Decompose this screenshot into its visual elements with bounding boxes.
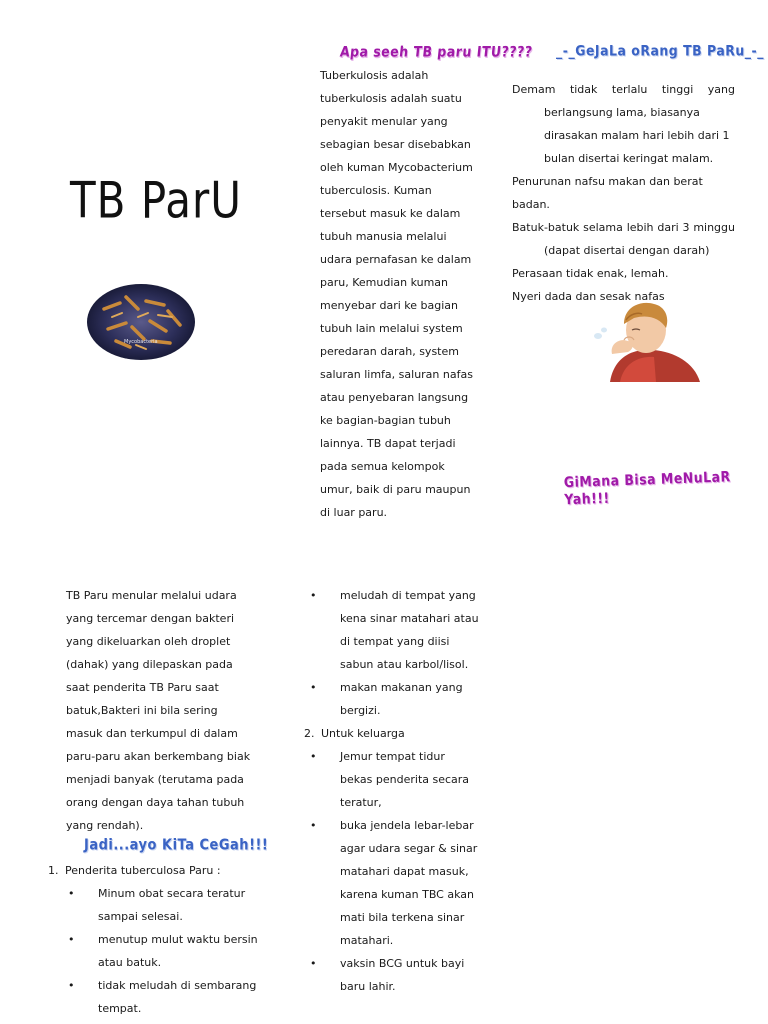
- list-item: • meludah di tempat yang kena sinar matahari atau di tempat yang diisi sabun atau karbol/lisol.: [304, 584, 480, 676]
- menular-paragraph: TB Paru menular melalui udara yang tercemar dengan bakteri yang dikeluarkan oleh droplet (dahak) yang dilepaskan pada saat penderita TB Paru saat batuk,Bakteri ini bila sering masuk dan terkumpul di dalam paru-paru akan berkembang biak menjadi banyak (terutama pada orang dengan daya tahan tubuh yang rendah).: [66, 589, 251, 832]
- cegah-heading: Jadi...ayo KiTa CeGah!!!: [84, 836, 269, 855]
- cover-title: [70, 171, 290, 230]
- cegah-group-2: [304, 722, 480, 745]
- gejala-item: [512, 262, 735, 285]
- cegah-group-1: [48, 859, 258, 882]
- gejala-item-rest: (dapat disertai dengan darah): [544, 244, 710, 257]
- bacteria-image-caption: Mycobacteria: [124, 339, 158, 345]
- list-item: • tidak meludah di sembarang tempat.: [62, 974, 258, 1020]
- coughing-person-icon: [590, 296, 704, 382]
- gejala-item-first: Batuk-batuk selama lebih dari 3 minggu: [512, 221, 735, 234]
- gejala-item: [512, 170, 735, 216]
- gejala-item: [512, 78, 735, 170]
- cegah-group-1-label: Penderita tuberculosa Paru :: [65, 864, 221, 877]
- cegah-group-1-list: [48, 882, 258, 1020]
- bacteria-image: [86, 283, 196, 361]
- list-item: • menutup mulut waktu bersin atau batuk.: [62, 928, 258, 974]
- cegah-list-col1: [48, 859, 258, 1020]
- list-item: • Minum obat secara teratur sampai selesai.: [62, 882, 258, 928]
- gejala-item-first: Demam tidak terlalu tinggi yang: [512, 83, 735, 96]
- gejala-item: [512, 216, 735, 262]
- menular-heading: GiMana Bisa MeNuLaR Yah!!!: [563, 467, 731, 508]
- list-item: • makan makanan yang bergizi.: [304, 676, 480, 722]
- gejala-heading: _-_GeJaLa oRang TB PaRu_-_: [556, 42, 764, 59]
- apa-heading: Apa seeh TB paru ITU????: [339, 42, 534, 61]
- cegah-group-1-list-continued: [304, 584, 480, 722]
- cegah-group-2-list: [304, 745, 480, 998]
- list-item: • Jemur tempat tidur bekas penderita secara teratur,: [304, 745, 480, 814]
- bacteria-photo-icon: [86, 283, 196, 361]
- cegah-group-2-number: 2.: [304, 727, 315, 740]
- gejala-item-first: Perasaan tidak enak, lemah.: [512, 267, 669, 280]
- cegah-group-1-number: 1.: [48, 864, 59, 877]
- list-item: • buka jendela lebar-lebar agar udara segar & sinar matahari dapat masuk, karena kuman TBC akan mati bila terkena sinar matahari.: [304, 814, 480, 952]
- cegah-group-2-label: Untuk keluarga: [321, 727, 405, 740]
- gejala-list: [512, 78, 735, 308]
- gejala-item-rest: berlangsung lama, biasanya dirasakan malam hari lebih dari 1 bulan disertai keringat malam.: [544, 106, 730, 165]
- cover-title-text: TB ParU: [70, 171, 243, 230]
- coughing-person-image: [590, 296, 704, 382]
- cegah-list-col2: [304, 584, 480, 998]
- list-item: • vaksin BCG untuk bayi baru lahir.: [304, 952, 480, 998]
- gejala-item-first: Penurunan nafsu makan dan berat badan.: [512, 175, 703, 211]
- gejala-item-first: Nyeri dada dan sesak nafas: [512, 290, 665, 303]
- apa-paragraph: Tuberkulosis adalah tuberkulosis adalah suatu penyakit menular yang sebagian besar disebabkan oleh kuman Mycobacterium tuberculosis. Kuman tersebut masuk ke dalam tubuh manusia melalui udara pernafasan ke dalam paru, Kemudian kuman menyebar dari ke bagian tubuh lain melalui system peredaran darah, system saluran limfa, saluran nafas atau penyebaran langsung ke bagian-bagian tubuh lainnya. TB dapat terjadi pada semua kelompok umur, baik di paru maupun di luar paru.: [320, 69, 473, 519]
